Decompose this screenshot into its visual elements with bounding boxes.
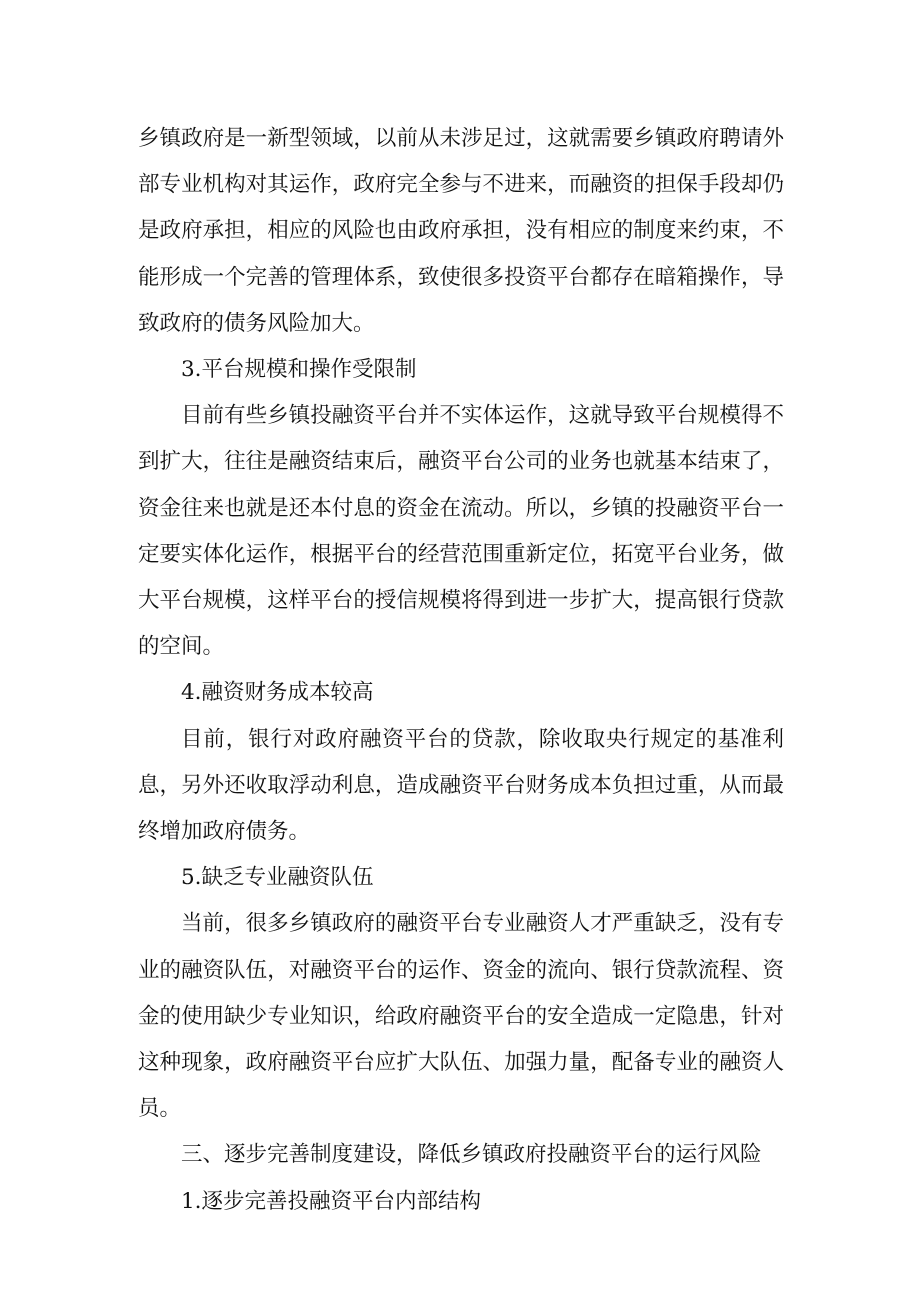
body-paragraph: 目前，银行对政府融资平台的贷款，除收取央行规定的基准利息，另外还收取浮动利息，造成融资平台财务成本负担过重，从而最终增加政府债务。: [138, 726, 784, 845]
section-heading: 4.融资财务成本较高: [181, 680, 374, 706]
section-heading: 3.平台规模和操作受限制: [181, 357, 417, 383]
document-body: [138, 116, 784, 1225]
chapter-heading: 三、逐步完善制度建设，降低乡镇政府投融资平台的运行风险: [181, 1142, 762, 1168]
body-paragraph: 乡镇政府是一新型领域，以前从未涉足过，这就需要乡镇政府聘请外部专业机构对其运作，政府完全参与不进来，而融资的担保手段却仍是政府承担，相应的风险也由政府承担，没有相应的制度来约束，不能形成一个完善的管理体系，致使很多投资平台都存在暗箱操作，导致政府的债务风险加大。: [138, 126, 784, 336]
body-paragraph: 目前有些乡镇投融资平台并不实体运作，这就导致平台规模得不到扩大，往往是融资结束后，融资平台公司的业务也就基本结束了，资金往来也就是还本付息的资金在流动。所以，乡镇的投融资平台一定要实体化运作，根据平台的经营范围重新定位，拓宽平台业务，做大平台规模，这样平台的授信规模将得到进一步扩大，提高银行贷款的空间。: [138, 403, 784, 660]
section-heading: 5.缺乏专业融资队伍: [181, 865, 374, 891]
body-paragraph: 当前，很多乡镇政府的融资平台专业融资人才严重缺乏，没有专业的融资队伍，对融资平台的运作、资金的流向、银行贷款流程、资金的使用缺少专业知识，给政府融资平台的安全造成一定隐患，针对这种现象，政府融资平台应扩大队伍、加强力量，配备专业的融资人员。: [138, 911, 784, 1122]
section-heading: 1.逐步完善投融资平台内部结构: [181, 1188, 482, 1214]
